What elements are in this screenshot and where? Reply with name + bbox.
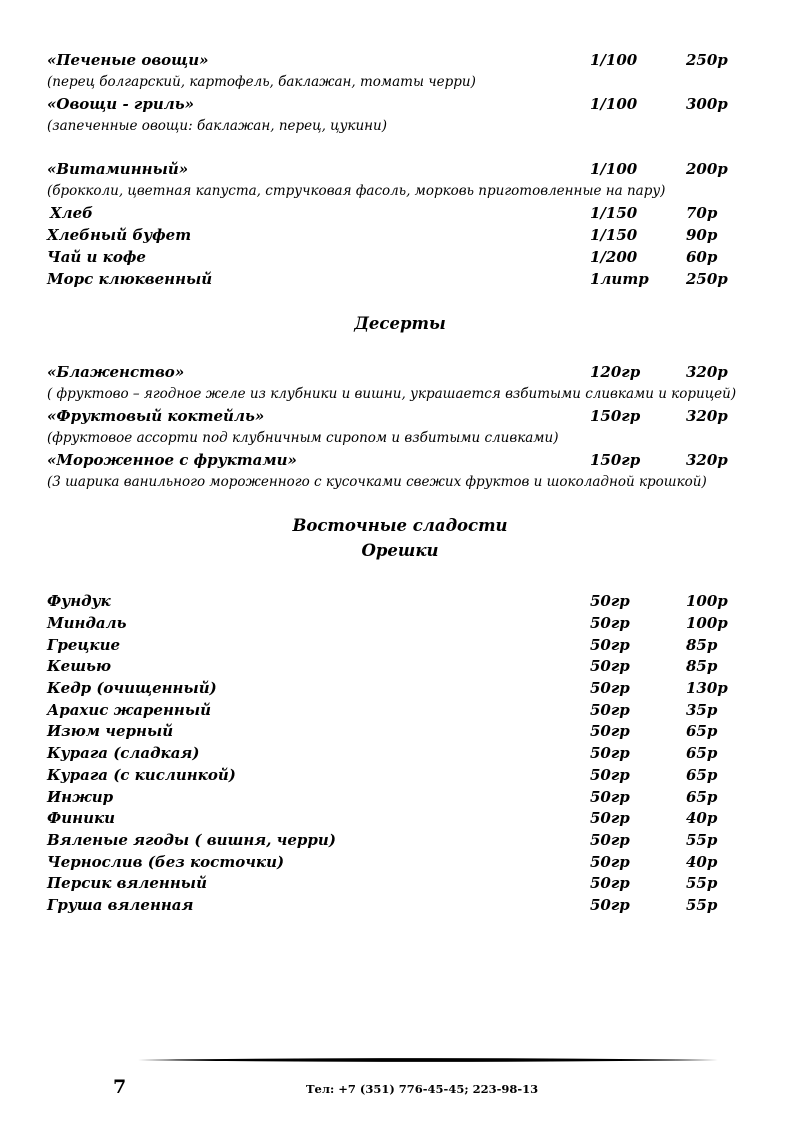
- item-description: (запеченные овощи: баклажан, перец, цукини): [47, 118, 388, 134]
- item-name: «Фруктовый коктейль»: [47, 407, 265, 425]
- item-portion: 50гр: [590, 701, 630, 719]
- item-description: (брокколи, цветная капуста, стручковая фасоль, морковь приготовленные на пару): [47, 183, 666, 199]
- item-price: 130р: [686, 679, 728, 697]
- menu-item: [0, 677, 800, 699]
- item-name: Фундук: [47, 592, 111, 610]
- item-portion: 50гр: [590, 809, 630, 827]
- item-name: Вяленые ягоды ( вишня, черри): [47, 831, 336, 849]
- menu-item: [0, 634, 800, 656]
- item-name: «Витаминный»: [47, 160, 189, 178]
- item-price: 85р: [686, 657, 718, 675]
- item-portion: 50гр: [590, 874, 630, 892]
- item-description: (перец болгарский, картофель, баклажан, томаты черри): [47, 74, 476, 90]
- item-portion: 50гр: [590, 896, 630, 914]
- menu-item: [0, 764, 800, 786]
- item-price: 65р: [686, 788, 718, 806]
- section-heading-desserts: Десерты: [354, 314, 446, 333]
- item-name: «Мороженное с фруктами»: [47, 451, 297, 469]
- item-name: Инжир: [47, 788, 114, 806]
- item-portion: 50гр: [590, 679, 630, 697]
- item-price: 55р: [686, 874, 718, 892]
- item-name: Грецкие: [47, 636, 121, 654]
- item-price: 65р: [686, 744, 718, 762]
- menu-item: [0, 224, 800, 246]
- item-name: Чернослив (без косточки): [47, 853, 285, 871]
- menu-item: [0, 829, 800, 851]
- item-name: Арахис жаренный: [47, 701, 212, 719]
- item-portion: 50гр: [590, 722, 630, 740]
- menu-item: [0, 894, 800, 916]
- item-portion: 120гр: [590, 363, 641, 381]
- footer-divider: [138, 1054, 718, 1066]
- item-name: «Блаженство»: [47, 363, 185, 381]
- menu-item: [0, 158, 800, 180]
- item-portion: 1/100: [590, 51, 638, 69]
- item-price: 55р: [686, 896, 718, 914]
- menu-item: [0, 786, 800, 808]
- item-name: Кешью: [47, 657, 111, 675]
- contact-phone: Тел: +7 (351) 776-45-45; 223-98-13: [306, 1082, 539, 1096]
- item-price: 320р: [686, 363, 728, 381]
- item-portion: 50гр: [590, 744, 630, 762]
- item-name: Миндаль: [47, 614, 127, 632]
- menu-item: [0, 742, 800, 764]
- item-name: «Овощи - гриль»: [47, 95, 194, 113]
- item-name: Хлебный буфет: [47, 226, 192, 244]
- item-price: 60р: [686, 248, 718, 266]
- item-price: 65р: [686, 722, 718, 740]
- item-name: Морс клюквенный: [47, 270, 213, 288]
- menu-item: [0, 720, 800, 742]
- item-price: 85р: [686, 636, 718, 654]
- item-portion: 50гр: [590, 766, 630, 784]
- item-name: Хлеб: [50, 204, 93, 222]
- item-price: 250р: [686, 51, 728, 69]
- item-portion: 50гр: [590, 853, 630, 871]
- menu-item: [0, 202, 800, 224]
- item-price: 40р: [686, 853, 718, 871]
- menu-item: [0, 93, 800, 115]
- item-name: Финики: [47, 809, 116, 827]
- item-portion: 1/150: [590, 226, 638, 244]
- menu-item: [0, 612, 800, 634]
- menu-item: [0, 246, 800, 268]
- item-price: 70р: [686, 204, 718, 222]
- item-portion: 50гр: [590, 788, 630, 806]
- item-portion: 1/100: [590, 160, 638, 178]
- item-description: (3 шарика ванильного мороженного с кусочками свежих фруктов и шоколадной крошкой): [47, 474, 707, 490]
- item-price: 40р: [686, 809, 718, 827]
- section-subheading-nuts: Орешки: [361, 541, 439, 560]
- item-name: Изюм черный: [47, 722, 174, 740]
- item-name: Курага (с кислинкой): [47, 766, 236, 784]
- item-name: Чай и кофе: [47, 248, 146, 266]
- item-portion: 1/150: [590, 204, 638, 222]
- menu-item: [0, 49, 800, 71]
- section-heading-oriental: Восточные сладости: [292, 516, 508, 535]
- item-name: Курага (сладкая): [47, 744, 200, 762]
- item-price: 100р: [686, 592, 728, 610]
- item-price: 90р: [686, 226, 718, 244]
- menu-item: [0, 872, 800, 894]
- item-portion: 1литр: [590, 270, 649, 288]
- item-price: 55р: [686, 831, 718, 849]
- page-number: 7: [113, 1076, 127, 1098]
- menu-item: [0, 807, 800, 829]
- item-name: «Печеные овощи»: [47, 51, 209, 69]
- item-price: 200р: [686, 160, 728, 178]
- menu-item: [0, 268, 800, 290]
- item-portion: 50гр: [590, 657, 630, 675]
- item-portion: 1/100: [590, 95, 638, 113]
- menu-item: [0, 655, 800, 677]
- item-portion: 150гр: [590, 451, 641, 469]
- item-price: 320р: [686, 451, 728, 469]
- item-name: Кедр (очищенный): [47, 679, 217, 697]
- item-portion: 1/200: [590, 248, 638, 266]
- item-name: Груша вяленная: [47, 896, 194, 914]
- item-portion: 50гр: [590, 831, 630, 849]
- item-price: 250р: [686, 270, 728, 288]
- item-price: 65р: [686, 766, 718, 784]
- menu-item: [0, 699, 800, 721]
- menu-item: [0, 405, 800, 427]
- item-portion: 50гр: [590, 636, 630, 654]
- item-portion: 150гр: [590, 407, 641, 425]
- item-name: Персик вяленный: [47, 874, 207, 892]
- item-price: 100р: [686, 614, 728, 632]
- menu-item: [0, 449, 800, 471]
- item-price: 300р: [686, 95, 728, 113]
- item-price: 35р: [686, 701, 718, 719]
- item-portion: 50гр: [590, 592, 630, 610]
- menu-item: [0, 590, 800, 612]
- item-price: 320р: [686, 407, 728, 425]
- menu-item: [0, 361, 800, 383]
- item-portion: 50гр: [590, 614, 630, 632]
- item-description: ( фруктово – ягодное желе из клубники и вишни, украшается взбитыми сливками и корицей): [47, 386, 737, 402]
- menu-item: [0, 851, 800, 873]
- item-description: (фруктовое ассорти под клубничным сиропом и взбитыми сливками): [47, 430, 559, 446]
